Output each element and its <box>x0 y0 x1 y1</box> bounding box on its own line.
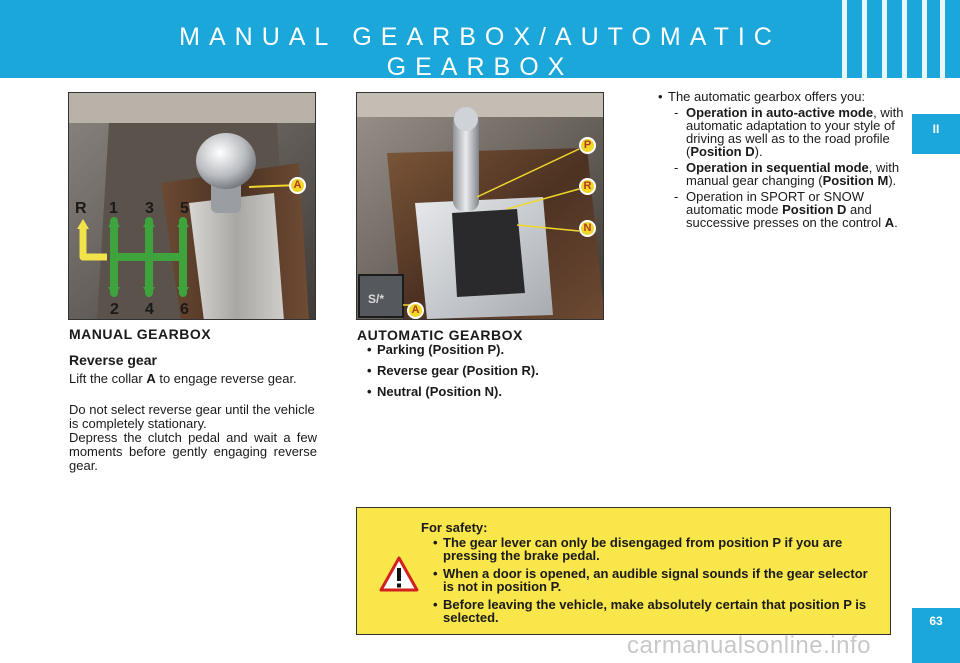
list-item: • When a door is opened, an audible signal sounds if the gear selector is not in position P. <box>433 567 881 593</box>
list-item <box>666 161 906 187</box>
para1-collar: A <box>146 371 156 386</box>
gear-label-5: 5 <box>180 200 189 217</box>
mode3-position: Position D <box>782 202 847 217</box>
mode2-end: ). <box>888 173 897 188</box>
list-item: • Parking (Position P). <box>367 343 607 357</box>
safety-text <box>421 521 881 629</box>
automatic-modes-list <box>658 90 906 232</box>
callout-a-collar: A <box>289 177 306 194</box>
warning-triangle-icon <box>379 556 419 592</box>
mode3-mid: and successive presses on the control <box>686 202 882 230</box>
manual-gearbox-photo <box>68 92 316 320</box>
list-item: • The gear lever can only be disengaged from position P if you are pressing the brake pedal. <box>433 536 881 562</box>
mode3-control: A <box>884 215 895 230</box>
automatic-gearbox-photo <box>356 92 604 320</box>
gear-label-6: 6 <box>180 301 189 318</box>
reverse-gear-heading: Reverse gear <box>69 352 157 368</box>
watermark: carmanualsonline.info <box>627 632 871 659</box>
reverse-gear-para2: Do not select reverse gear until the vehicle is completely stationary. <box>69 402 315 431</box>
gear-label-3: 3 <box>145 200 154 217</box>
list-item: • Neutral (Position N). <box>367 385 607 399</box>
mode1-title: Operation in auto-active mode <box>686 105 874 120</box>
automatic-gearbox-heading: AUTOMATIC GEARBOX <box>357 327 523 343</box>
mode3-text: Operation in SPORT or SNOW automatic mode <box>686 189 864 217</box>
page-title-line2: GEARBOX <box>386 53 574 81</box>
chapter-tab[interactable]: II <box>912 114 960 154</box>
mode2-title: Operation in sequential mode <box>686 160 869 175</box>
callout-a-control: A <box>407 302 424 319</box>
para1-before: Lift the collar <box>69 371 143 386</box>
para1-after: to engage reverse gear. <box>159 371 297 386</box>
mode1-position: Position D <box>690 144 755 159</box>
callout-p-position: P <box>579 137 596 154</box>
list-item: • Reverse gear (Position R). <box>367 364 607 378</box>
page-number: 63 <box>912 608 960 663</box>
list-item <box>666 106 906 158</box>
sport-snow-button-label: S/* <box>368 292 385 306</box>
reverse-gear-para1 <box>69 372 317 386</box>
gear-label-1: 1 <box>109 200 118 217</box>
mode2-position: Position M <box>822 173 889 188</box>
mode3-end: . <box>894 215 898 230</box>
automatic-modes-intro: • The automatic gearbox offers you: <box>658 90 906 103</box>
callout-r-position: R <box>579 178 596 195</box>
reverse-gear-para3: Depress the clutch pedal and wait a few moments before gently engaging reverse gear. <box>69 430 317 473</box>
list-item <box>666 190 906 229</box>
manual-gearbox-heading: MANUAL GEARBOX <box>69 326 212 342</box>
gear-label-r: R <box>75 200 87 217</box>
mode2-text: , with manual gear changing ( <box>686 160 900 188</box>
mode1-text: , with automatic adaptation to your style of driving as well as to the road profile ( <box>686 105 904 159</box>
page-title <box>150 22 810 82</box>
list-item: • Before leaving the vehicle, make absolutely certain that position P is selected. <box>433 598 881 624</box>
mode1-end: ). <box>754 144 763 159</box>
safety-list <box>433 536 881 624</box>
header-stripes-decoration <box>822 0 960 78</box>
automatic-position-list <box>367 343 607 406</box>
gear-label-4: 4 <box>145 301 154 318</box>
page-header <box>0 0 960 81</box>
safety-warning-box <box>356 507 891 635</box>
gear-label-2: 2 <box>110 301 119 318</box>
safety-lead: For safety: <box>421 520 488 535</box>
callout-n-position: N <box>579 220 596 237</box>
page-title-line1: MANUAL GEARBOX/AUTOMATIC <box>179 23 781 51</box>
